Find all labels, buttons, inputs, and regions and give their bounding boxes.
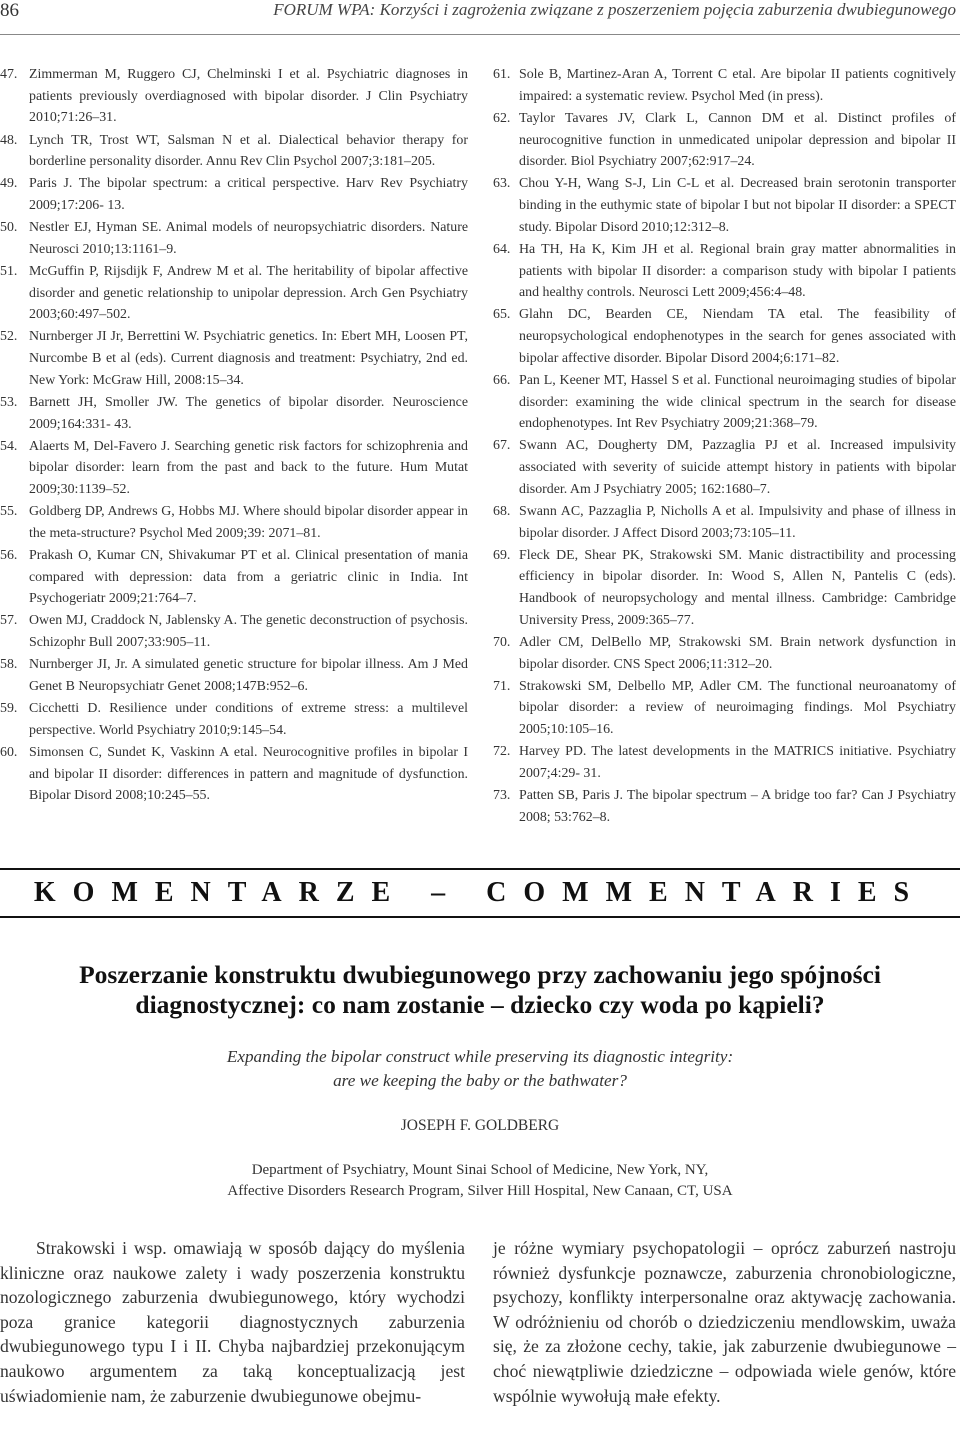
- article-title-line: Poszerzanie konstruktu dwubiegunowego przy zachowaniu jego spójności: [79, 960, 881, 989]
- body-text-left: Strakowski i wsp. omawiają w sposób dający do myślenia kliniczne oraz naukowe zalety i wady poszerzenia konstruktu nozologicznego zaburzenia dwubiegunowego, który wychodzi poza granice kategorii diagnostycznych zaburzenia dwubiegunowego typu I i II. Chyba najbardziej przekonującym naukowo argumentem za taką konceptualizacją jest uświadomienie nam, że zaburzenie dwubiegunowe obejmu-: [0, 1238, 465, 1406]
- reference-text: Nurnberger JI, Jr. A simulated genetic structure for bipolar illness. Am J Med Genet B Neuropsychiatr Genet 2008;147B:952–6.: [29, 657, 468, 694]
- reference-text: Cicchetti D. Resilience under conditions of extreme stress: a multilevel perspective. World Psychiatry 2010;9:145–54.: [29, 701, 468, 738]
- reference-text: Chou Y-H, Wang S-J, Lin C-L et al. Decreased brain serotonin transporter binding in the euthymic state of bipolar I but not bipolar II disorder: a SPECT study. Bipolar Disord 2010;12:312–8.: [519, 176, 956, 235]
- reference-item: [0, 698, 468, 741]
- reference-text: Barnett JH, Smoller JW. The genetics of bipolar disorder. Neuroscience 2009;164:331- 43.: [29, 394, 468, 432]
- reference-number: 70.: [493, 634, 511, 650]
- reference-text: Swann AC, Dougherty DM, Pazzaglia PJ et al. Increased impulsivity associated with severity of suicide attempt history in patients with bipolar disorder. Am J Psychiatry 2005; 162:1680–7.: [519, 438, 956, 497]
- reference-text: Alaerts M, Del-Favero J. Searching genetic risk factors for schizophrenia and bipolar disorder: learn from the past and back to the future. Hum Mutat 2009;30:1139–52.: [29, 438, 468, 498]
- reference-number: 60.: [0, 744, 18, 760]
- reference-item: [0, 130, 468, 173]
- reference-item: [493, 108, 956, 173]
- reference-text: Owen MJ, Craddock N, Jablensky A. The genetic deconstruction of psychosis. Schizophr Bull 2007;33:905–11.: [29, 613, 468, 651]
- reference-number: 53.: [0, 394, 18, 410]
- reference-text: Fleck DE, Shear PK, Strakowski SM. Manic distractibility and processing efficiency in bipolar disorder. In: Wood S, Allen N, Pantelis C (eds). Handbook of neuropsychology and mental illness. Cambridge: Cambridge University Press, 2009:365–77.: [519, 547, 956, 628]
- reference-number: 62.: [493, 110, 511, 126]
- reference-number: 51.: [0, 263, 18, 279]
- reference-number: 71.: [493, 678, 511, 694]
- reference-text: Lynch TR, Trost WT, Salsman N et al. Dialectical behavior therapy for borderline personality disorder. Annu Rev Clin Psychol 2007;3:181–205.: [29, 132, 468, 170]
- section-banner: [0, 868, 960, 918]
- reference-number: 59.: [0, 701, 18, 717]
- article-title-line: diagnostycznej: co nam zostanie – dziecko czy woda po kąpieli?: [135, 990, 825, 1019]
- reference-number: 63.: [493, 176, 511, 192]
- reference-text: Goldberg DP, Andrews G, Hobbs MJ. Where should bipolar disorder appear in the meta-structure? Psychol Med 2009;39: 2071–81.: [29, 504, 468, 541]
- reference-number: 47.: [0, 67, 18, 82]
- reference-item: [0, 742, 468, 807]
- reference-item: [493, 173, 956, 238]
- reference-number: 48.: [0, 132, 18, 148]
- article-title: [0, 960, 960, 1020]
- reference-number: 68.: [493, 503, 511, 519]
- reference-number: 58.: [0, 657, 18, 673]
- body-text-right: je różne wymiary psychopatologii – oprócz zaburzeń nastroju również dysfunkcje poznawcze, zaburzenia chronobiologiczne, psychozy, konflikty interpersonalne oraz aktywację zachowania. W odróżnieniu od chorób o dziedziczeniu mendlowskim, uważa się, że za złożone cechy, takie, jak zaburzenie dwubiegunowe – choć niewątpliwie dziedziczne – odpowiada wiele genów, które wspólnie wywołują małe efekty.: [493, 1238, 956, 1406]
- reference-text: Pan L, Keener MT, Hassel S et al. Functional neuroimaging studies of bipolar disorder: examining the wide clinical spectrum in the search for disease endophenotypes. Int Rev Psychiatry 2009;21:368–79.: [519, 372, 956, 432]
- reference-text: Ha TH, Ha K, Kim JH et al. Regional brain gray matter abnormalities in patients with bipolar II disorder: a comparison study with bipolar I patients and healthy controls. Neurosci Lett 2009;456:4–48.: [519, 241, 956, 301]
- author-affiliation: [0, 1160, 960, 1202]
- reference-text: Paris J. The bipolar spectrum: a critical perspective. Harv Rev Psychiatry 2009;17:206- 13.: [29, 176, 468, 213]
- reference-item: [0, 326, 468, 391]
- reference-number: 73.: [493, 787, 511, 803]
- affiliation-line: Affective Disorders Research Program, Silver Hill Hospital, New Canaan, CT, USA: [227, 1183, 733, 1199]
- reference-number: 50.: [0, 220, 18, 236]
- running-head: FORUM WPA: Korzyści i zagrożenia związane z poszerzeniem pojęcia zaburzenia dwubiegunowego: [273, 0, 956, 19]
- reference-text: Adler CM, DelBello MP, Strakowski SM. Brain network dysfunction in bipolar disorder. CNS Spect 2006;11:312–20.: [519, 634, 956, 672]
- reference-text: Glahn DC, Bearden CE, Niendam TA etal. The feasibility of neuropsychological endophenotypes in the search for genes associated with bipolar affective disorder. Bipolar Disord 2004;6:171–82.: [519, 307, 956, 366]
- reference-number: 61.: [493, 67, 511, 82]
- affiliation-line: Department of Psychiatry, Mount Sinai School of Medicine, New York, NY,: [251, 1162, 709, 1178]
- reference-number: 57.: [0, 613, 18, 629]
- reference-text: Zimmerman M, Ruggero CJ, Chelminski I et al. Psychiatric diagnoses in patients previously overdiagnosed with bipolar disorder. J Clin Psychiatry 2010;71:26–31.: [29, 67, 468, 126]
- reference-text: Strakowski SM, Delbello MP, Adler CM. The functional neuroanatomy of bipolar disorder: a review of neuroimaging findings. Mol Psychiatry 2005;10:105–16.: [519, 678, 956, 737]
- reference-item: [493, 545, 956, 632]
- reference-item: [0, 217, 468, 260]
- reference-text: Swann AC, Pazzaglia P, Nicholls A et al. Impulsivity and phase of illness in bipolar disorder. J Affect Disord 2003;73:105–11.: [519, 503, 956, 541]
- author-name: JOSEPH F. GOLDBERG: [400, 1117, 560, 1134]
- reference-number: 65.: [493, 307, 511, 323]
- reference-number: 69.: [493, 547, 511, 563]
- page-number: 86: [0, 0, 19, 21]
- reference-text: Sole B, Martinez-Aran A, Torrent C etal. Are bipolar II patients cognitively impaired: a systematic review. Psychol Med (in press).: [519, 67, 956, 104]
- reference-item: [0, 501, 468, 544]
- reference-text: McGuffin P, Rijsdijk F, Andrew M et al. The heritability of bipolar affective disorder and genetic relationship to unipolar depression. Arch Gen Psychiatry 2003;60:497–502.: [29, 263, 468, 323]
- reference-item: [0, 173, 468, 216]
- reference-number: 64.: [493, 241, 511, 257]
- references-left-column: [0, 64, 468, 807]
- reference-item: [0, 261, 468, 326]
- reference-number: 49.: [0, 176, 18, 192]
- article-subtitle-line: Expanding the bipolar construct while preserving its diagnostic integrity:: [226, 1047, 734, 1066]
- reference-text: Prakash O, Kumar CN, Shivakumar PT et al. Clinical presentation of mania compared with depression: data from a geriatric clinic in India. Int Psychogeriatr 2009;21:764–7.: [29, 547, 468, 607]
- reference-item: [0, 654, 468, 697]
- reference-text: Harvey PD. The latest developments in the MATRICS initiative. Psychiatry 2007;4:29- 31.: [519, 744, 956, 781]
- reference-item: [493, 785, 956, 828]
- reference-item: [493, 632, 956, 675]
- reference-number: 72.: [493, 744, 511, 760]
- reference-text: Nestler EJ, Hyman SE. Animal models of neuropsychiatric disorders. Nature Neurosci 2010;13:1161–9.: [29, 220, 468, 257]
- reference-item: [0, 545, 468, 610]
- reference-number: 54.: [0, 438, 18, 454]
- article-subtitle: [0, 1045, 960, 1093]
- reference-text: Simonsen C, Sundet K, Vaskinn A etal. Neurocognitive profiles in bipolar I and bipolar II disorder: differences in pattern and magnitude of dysfunction. Bipolar Disord 2008;10:245–55.: [29, 744, 468, 804]
- reference-number: 55.: [0, 504, 18, 520]
- reference-item: [0, 392, 468, 435]
- reference-item: [493, 501, 956, 544]
- reference-item: [493, 676, 956, 741]
- reference-item: [493, 239, 956, 304]
- reference-text: Nurnberger JI Jr, Berrettini W. Psychiatric genetics. In: Ebert MH, Loosen PT, Nurcombe B et al (eds). Current diagnosis and treatment: Psychiatry, 2nd ed. New York: McGraw Hill, 2008:15–34.: [29, 329, 468, 388]
- reference-item: [493, 64, 956, 107]
- reference-number: 66.: [493, 372, 511, 388]
- article-subtitle-line: are we keeping the baby or the bathwater?: [333, 1071, 627, 1090]
- reference-item: [0, 64, 468, 129]
- reference-item: [493, 304, 956, 369]
- page-header: [0, 0, 960, 35]
- reference-item: [493, 435, 956, 500]
- reference-text: Patten SB, Paris J. The bipolar spectrum – A bridge too far? Can J Psychiatry 2008; 53:762–8.: [519, 787, 956, 825]
- reference-number: 52.: [0, 329, 18, 345]
- references-right-column: [493, 64, 956, 829]
- reference-number: 67.: [493, 438, 511, 454]
- reference-item: [493, 370, 956, 435]
- reference-text: Taylor Tavares JV, Clark L, Cannon DM et al. Distinct profiles of neurocognitive function in unmedicated unipolar depression and bipolar II disorder. Biol Psychiatry 2007;62:917–24.: [519, 110, 956, 170]
- section-title: KOMENTARZE – COMMENTARIES: [33, 877, 927, 908]
- reference-item: [0, 610, 468, 653]
- reference-number: 56.: [0, 547, 18, 563]
- reference-item: [0, 436, 468, 501]
- reference-item: [493, 741, 956, 784]
